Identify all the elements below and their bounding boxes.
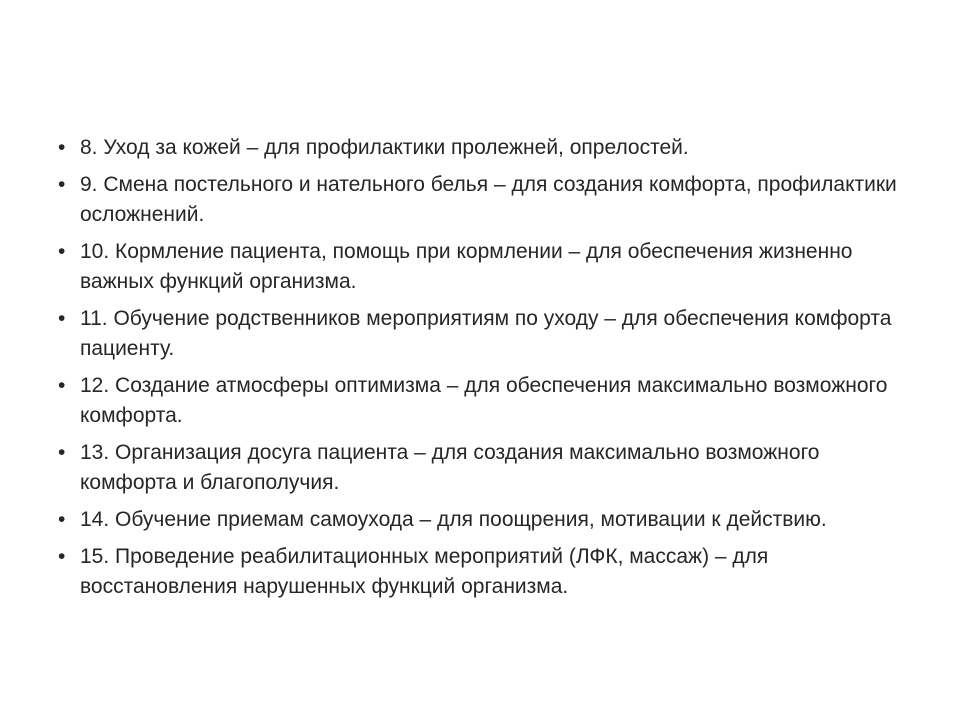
bullet-icon: •	[58, 173, 66, 196]
bullet-icon: •	[58, 136, 66, 159]
bullet-icon: •	[58, 508, 66, 531]
list-item-text: 15. Проведение реабилитационных мероприятий (ЛФК, массаж) – для восстановления нарушенных функций организма.	[80, 545, 769, 598]
bullet-icon: •	[58, 374, 66, 397]
bullet-icon: •	[58, 307, 66, 330]
list-item-text: 14. Обучение приемам самоухода – для поощрения, мотивации к действию.	[80, 508, 827, 531]
list-item	[58, 304, 908, 364]
bullet-icon: •	[58, 441, 66, 464]
bullet-icon: •	[58, 240, 66, 263]
list-item	[58, 237, 908, 297]
bullet-list	[58, 133, 908, 609]
list-item	[58, 438, 908, 498]
bullet-icon: •	[58, 545, 66, 568]
list-item	[58, 505, 908, 535]
list-item	[58, 542, 908, 602]
list-item	[58, 133, 908, 163]
list-item-text: 10. Кормление пациента, помощь при кормлении – для обеспечения жизненно важных функций организма.	[80, 240, 853, 293]
list-item-text: 8. Уход за кожей – для профилактики пролежней, опрелостей.	[80, 136, 689, 159]
list-item	[58, 170, 908, 230]
list-item-text: 13. Организация досуга пациента – для создания максимально возможного комфорта и благополучия.	[80, 441, 820, 494]
list-item-text: 11. Обучение родственников мероприятиям по уходу – для обеспечения комфорта пациенту.	[80, 307, 892, 360]
list-item-text: 9. Смена постельного и нательного белья – для создания комфорта, профилактики осложнений.	[80, 173, 897, 226]
list-item	[58, 371, 908, 431]
list-item-text: 12. Создание атмосферы оптимизма – для обеспечения максимально возможного комфорта.	[80, 374, 888, 427]
